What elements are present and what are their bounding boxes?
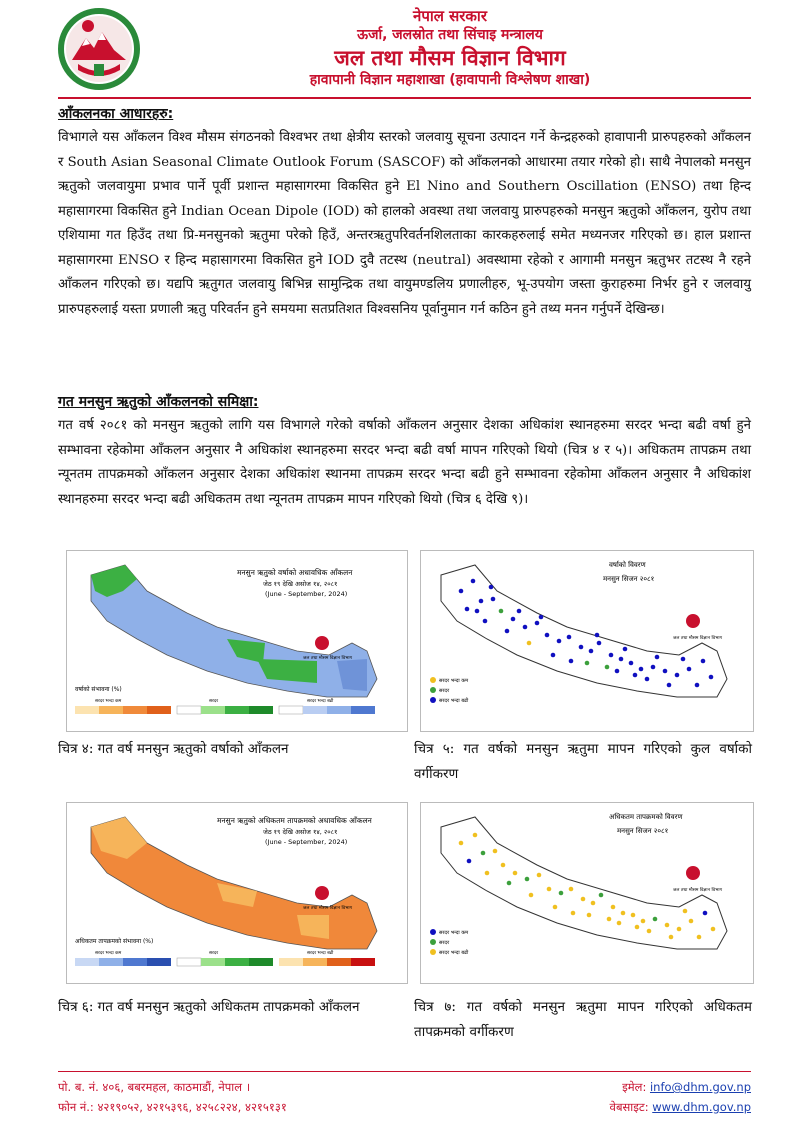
station-point <box>475 609 480 614</box>
station-point <box>527 641 532 646</box>
section-title-basis: आँकलनका आधारहरु: <box>58 106 174 122</box>
station-point <box>647 929 652 934</box>
station-point <box>501 863 506 868</box>
station-point <box>711 927 716 932</box>
government-name: नेपाल सरकार <box>413 7 487 25</box>
header-divider <box>58 97 751 99</box>
legend-dot-above <box>430 697 436 703</box>
station-point <box>677 927 682 932</box>
legend-label-above: सरदर भन्दा बढी <box>439 950 469 956</box>
station-point <box>615 669 620 674</box>
station-point <box>629 661 634 666</box>
legend-label-above: सरदर भन्दा बढी <box>439 698 469 704</box>
station-point <box>607 917 612 922</box>
station-point <box>617 921 622 926</box>
station-point <box>633 673 638 678</box>
map-title: अधिकतम तापक्रमको विवरण <box>609 813 683 821</box>
footer-email-link[interactable]: info@dhm.gov.np <box>649 1080 751 1094</box>
map-title: वर्षाको विवरण <box>609 561 646 569</box>
station-point <box>595 633 600 638</box>
map-title: मनसुन ऋतुको वर्षाको अधावधिक आँकलन <box>237 568 353 577</box>
station-point <box>537 873 542 878</box>
map-subtitle: मनसुन सिजन २०८१ <box>617 827 669 835</box>
nepal-emblem-logo <box>58 8 140 90</box>
map-org: जल तथा मौसम विज्ञान विभाग <box>673 888 723 893</box>
station-point <box>665 923 670 928</box>
footer-website-link[interactable]: www.dhm.gov.np <box>652 1100 751 1114</box>
footer-phone: फोन नं.: ४२१९०५२, ४२१५३९६, ४२५८२२४, ४२१५१३१ <box>58 1100 287 1114</box>
station-point <box>559 891 564 896</box>
map-org: जल तथा मौसम विज्ञान विभाग <box>673 636 723 641</box>
station-point <box>471 579 476 584</box>
legend-title: वर्षाको संभावना (%) <box>75 686 122 693</box>
footer-divider <box>58 1071 751 1072</box>
legend-dot-below <box>430 677 436 683</box>
station-point <box>681 657 686 662</box>
station-point <box>645 677 650 682</box>
map-period: (June - September, 2024) <box>265 838 348 846</box>
station-point <box>479 599 484 604</box>
map-title: मनसुन ऋतुको अधिकतम तापक्रमको अधावधिक आँकलन <box>217 816 372 825</box>
division-name: हावापानी विज्ञान महाशाखा (हावापानी विश्लेषण शाखा) <box>309 72 591 88</box>
legend-group-above: सरदर भन्दा बढी <box>307 699 334 704</box>
station-point <box>511 617 516 622</box>
figure-caption-4: चित्र ४: गत वर्ष मनसुन ऋतुको वर्षाको आँकलन <box>58 741 289 757</box>
station-point <box>641 919 646 924</box>
station-point <box>571 911 576 916</box>
footer-website-line <box>610 1097 751 1117</box>
legend-group-normal: सरदर <box>209 699 219 704</box>
letterhead <box>0 0 793 100</box>
station-point <box>669 935 674 940</box>
legend-group-below: सरदर भन्दा कम <box>95 951 122 956</box>
station-point <box>653 917 658 922</box>
legend-title: अधिकतम तापक्रमको संभावना (%) <box>75 938 154 945</box>
station-point <box>623 647 628 652</box>
figure-rainfall-outlook-map <box>66 550 408 732</box>
station-point <box>535 621 540 626</box>
station-point <box>523 625 528 630</box>
station-point <box>483 619 488 624</box>
station-point <box>517 609 522 614</box>
footer-email-line <box>622 1077 751 1097</box>
letterhead-text <box>150 6 750 90</box>
station-point <box>701 659 706 664</box>
legend-label-normal: सरदर <box>439 940 450 946</box>
section-paragraph-basis: विभागले यस आँकलन विश्व मौसम संगठनको विश्वभर तथा क्षेत्रीय स्तरको जलवायु सूचना उत्पादन गर्ने केन्द्रहरुको हावापानी प्रारुपहरुको आँकलन र South Asian Seasonal Climate Outlook Forum (SASCOF) को आँकलनको आधारमा तयार गरेको हो। साथै नेपालको मनसुन ऋतुको जलवायुमा प्रभाव पार्ने पूर्वी प्रशान्त महासागरमा विकसित हुने El Nino and Southern Oscillation (ENSO) तथा हिन्द महासागरमा विकसित हुने Indian Ocean Dipole (IOD) को हालको अवस्था तथा जलवायु प्रारुपहरुको मनसुन ऋतुको आँकलन, युरोप तथा एशियामा गत हिउँद तथा प्रि-मनसुनको ऋतुमा परेको हिउँ, अन्तरऋतुपरिवर्तनशिलताका कारकहरुलाई समेत मध्यनजर गरिएको छ। हाल प्रशान्त महासागरमा ENSO र हिन्द महासागरमा विकसित हुने IOD दुवै तटस्थ (neutral) अवस्थामा रहेको र आगामी मनसुन ऋतुभर तटस्थ नै रहने आँकलन गरिएको छ। यद्यपि ऋतुगत जलवायु बिभिन्न सामुन्द्रिक तथा वायुमण्डलिय प्रणालीहरु, भू-उपयोग जस्ता कुराहरुमा निर्भर हुने र जलवायु प्रारुपहरुलाई यस्ता प्रणाली ऋतु परिवर्तन हुने समयमा सतप्रतिशत विश्वसनिय पूर्वानुमान गर्न कठिन हुने तथ्य मनन गर्नुपर्ने देखिन्छ। <box>58 130 751 317</box>
station-point <box>639 667 644 672</box>
station-point <box>675 673 680 678</box>
legend-label-normal: सरदर <box>439 688 450 694</box>
ministry-name: ऊर्जा, जलस्रोत तथा सिंचाइ मन्त्रालय <box>357 27 543 43</box>
station-point <box>667 683 672 688</box>
footer-website-label: वेबसाइट: <box>609 1100 649 1114</box>
station-point <box>605 665 610 670</box>
station-point <box>589 649 594 654</box>
station-point <box>551 653 556 658</box>
figure-max-temperature-outlook-map <box>66 802 408 984</box>
station-point <box>609 653 614 658</box>
footer-address: पो. ब. नं. ४०६, बबरमहल, काठमाडौं, नेपाल । <box>58 1080 251 1094</box>
station-point <box>569 887 574 892</box>
station-point <box>489 585 494 590</box>
station-point <box>505 629 510 634</box>
legend-group-above: सरदर भन्दा बढी <box>307 951 334 956</box>
station-point <box>703 911 708 916</box>
station-point <box>599 893 604 898</box>
map-org: जल तथा मौसम विज्ञान विभाग <box>303 906 353 911</box>
station-point <box>581 897 586 902</box>
station-point <box>493 849 498 854</box>
dhm-logo-icon <box>315 636 329 650</box>
map-period: (June - September, 2024) <box>265 590 348 598</box>
station-point <box>459 841 464 846</box>
station-point <box>585 661 590 666</box>
legend-label-below: सरदर भन्दा कम <box>439 930 469 936</box>
station-point <box>539 615 544 620</box>
station-point <box>507 881 512 886</box>
dhm-logo-icon <box>686 866 700 880</box>
station-point <box>513 871 518 876</box>
figure-caption-6: चित्र ६: गत वर्ष मनसुन ऋतुको अधिकतम तापक्रमको आँकलन <box>58 999 360 1015</box>
station-point <box>597 641 602 646</box>
nepal-map-shape <box>441 565 727 697</box>
station-point <box>473 833 478 838</box>
station-point <box>663 669 668 674</box>
station-point <box>635 925 640 930</box>
station-point <box>579 645 584 650</box>
station-point <box>567 635 572 640</box>
station-point <box>611 905 616 910</box>
legend-group-below: सरदर भन्दा कम <box>95 699 122 704</box>
dhm-logo-icon <box>315 886 329 900</box>
station-point <box>485 871 490 876</box>
station-point <box>569 659 574 664</box>
station-point <box>631 913 636 918</box>
map-org: जल तथा मौसम विज्ञान विभाग <box>303 656 353 661</box>
footer-email-label: इमेल: <box>622 1080 647 1094</box>
map-legend <box>430 929 469 956</box>
station-point <box>465 607 470 612</box>
station-point <box>687 667 692 672</box>
station-point <box>467 859 472 864</box>
map-subtitle: जेठ १९ देखि असोज १४, २०८१ <box>263 828 338 836</box>
station-point <box>529 893 534 898</box>
dhm-logo-icon <box>686 614 700 628</box>
legend-dot-below <box>430 929 436 935</box>
station-point <box>547 887 552 892</box>
legend-group-normal: सरदर <box>209 951 219 956</box>
figure-max-temperature-classification-map <box>420 802 754 984</box>
station-point <box>491 597 496 602</box>
station-point <box>683 909 688 914</box>
station-point <box>499 609 504 614</box>
station-point <box>621 911 626 916</box>
figure-caption-5: चित्र ५: गत वर्षको मनसुन ऋतुमा मापन गरिएको कुल वर्षाको वर्गीकरण <box>414 741 752 782</box>
station-point <box>459 589 464 594</box>
station-point <box>695 683 700 688</box>
color-legend-bar <box>75 958 375 966</box>
station-point <box>481 851 486 856</box>
station-point <box>525 877 530 882</box>
legend-label-below: सरदर भन्दा कम <box>439 678 469 684</box>
figure-rainfall-classification-map <box>420 550 754 732</box>
legend-dot-above <box>430 949 436 955</box>
station-point <box>587 913 592 918</box>
station-point <box>545 633 550 638</box>
station-point <box>557 639 562 644</box>
legend-dot-normal <box>430 687 436 693</box>
station-point <box>553 905 558 910</box>
station-point <box>619 657 624 662</box>
station-point <box>651 665 656 670</box>
department-name: जल तथा मौसम विज्ञान विभाग <box>334 46 566 70</box>
station-point <box>689 919 694 924</box>
station-point <box>655 655 660 660</box>
color-legend-bar <box>75 706 375 714</box>
map-legend <box>430 677 469 704</box>
station-point <box>709 675 714 680</box>
legend-dot-normal <box>430 939 436 945</box>
station-point <box>697 935 702 940</box>
map-subtitle: मनसुन सिजन २०८१ <box>603 575 655 583</box>
section-paragraph-review: गत वर्ष २०८१ को मनसुन ऋतुको लागि यस विभागले गरेको वर्षाको आँकलन अनुसार देशका अधिकांश स्थानहरुमा सरदर भन्दा बढी वर्षा हुने सम्भावना रहेकोमा आँकलन अनुसार नै अधिकांश स्थानहरुमा सरदर भन्दा बढी वर्षा मापन गरिएको थियो (चित्र ४ र ५)। अधिकतम तापक्रम तथा न्यूनतम तापक्रमको आँकलन अनुसार देशका अधिकांश स्थानमा तापक्रम सरदर भन्दा बढी हुने सम्भावना रहेकोमा आँकलन अनुसार नै अधिकांश स्थानहरुमा सरदर भन्दा बढी अधिकतम तथा न्यूनतम तापक्रम मापन गरिएको थियो (चित्र ६ देखि ९)। <box>58 418 751 507</box>
section-title-review: गत मनसुन ऋतुको आँकलनको समिक्षा: <box>58 394 259 410</box>
nepal-map-shape <box>441 817 727 949</box>
station-point <box>591 901 596 906</box>
map-subtitle: जेठ १९ देखि असोज १४, २०८१ <box>263 580 338 588</box>
figure-caption-7: चित्र ७: गत वर्षको मनसुन ऋतुमा मापन गरिएको अधिकतम तापक्रमको वर्गीकरण <box>414 999 752 1040</box>
